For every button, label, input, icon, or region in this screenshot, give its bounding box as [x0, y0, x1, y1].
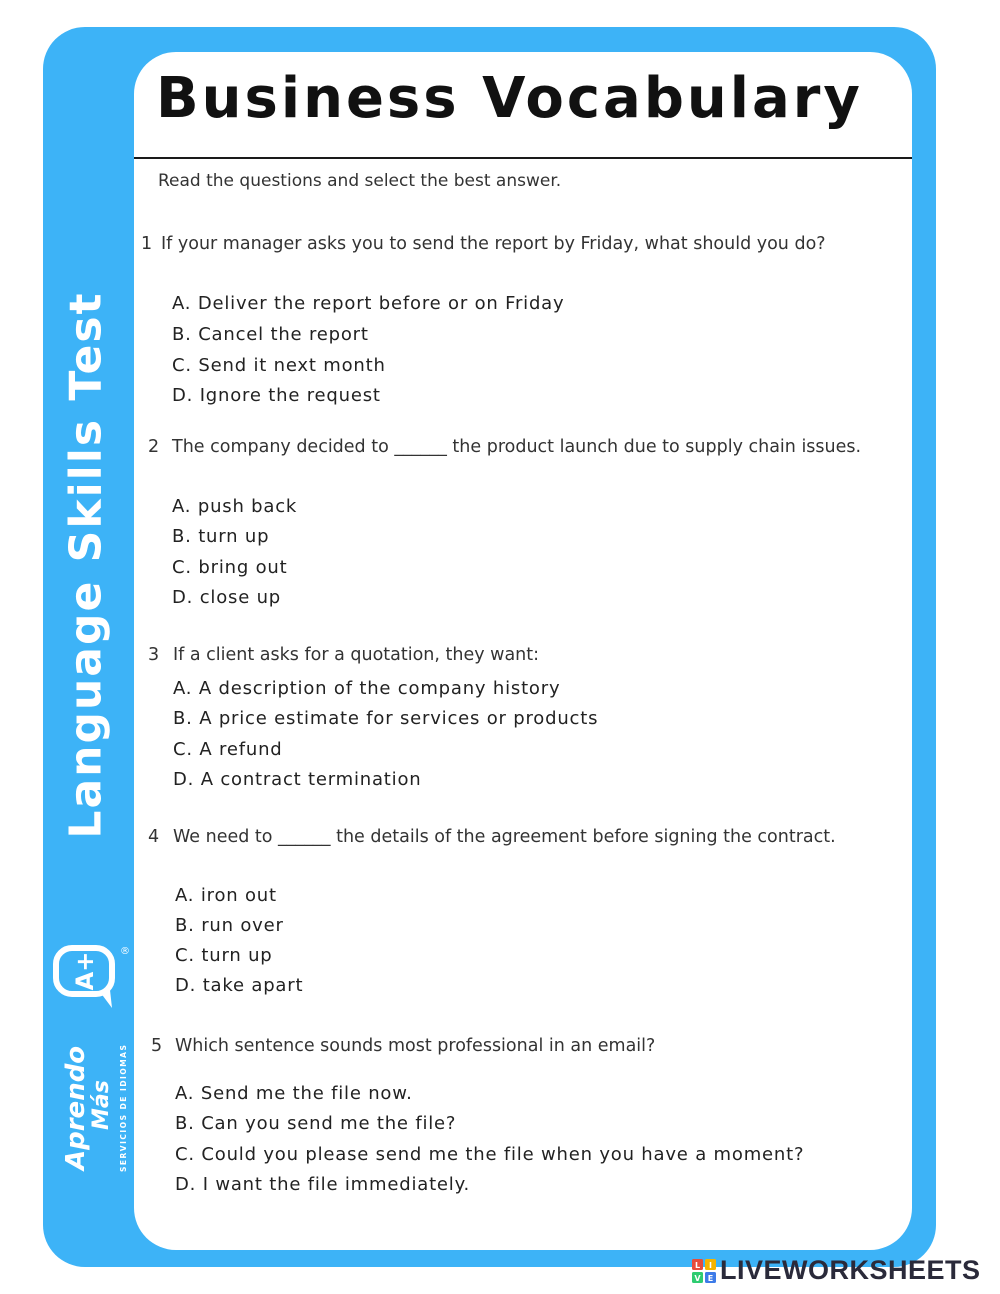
option-5c[interactable]: C. Could you please send me the file when you have a moment? [175, 1144, 805, 1165]
option-1d[interactable]: D. Ignore the request [172, 385, 381, 406]
svg-text:E: E [707, 1273, 714, 1283]
question-text: If a client asks for a quotation, they want: [173, 645, 540, 665]
option-3d[interactable]: D. A contract termination [173, 769, 422, 790]
aprendo-mas-logo [50, 940, 134, 1180]
option-1b[interactable]: B. Cancel the report [172, 324, 369, 345]
question-text: We need to ______ the details of the agreement before signing the contract. [173, 827, 836, 847]
page-title: Business Vocabulary [156, 66, 863, 131]
svg-text:I: I [709, 1260, 712, 1270]
question-number: 2 [148, 437, 160, 457]
option-5d[interactable]: D. I want the file immediately. [175, 1174, 471, 1195]
option-5b[interactable]: B. Can you send me the file? [175, 1113, 457, 1134]
logo-tagline: SERVICIOS DE IDIOMAS [119, 1043, 128, 1172]
option-5a[interactable]: A. Send me the file now. [175, 1083, 413, 1104]
question-text: Which sentence sounds most professional in an email? [175, 1036, 656, 1056]
question-number: 4 [148, 827, 160, 847]
question-number: 5 [151, 1036, 163, 1056]
option-2b[interactable]: B. turn up [172, 526, 270, 547]
option-3c[interactable]: C. A refund [173, 739, 283, 760]
option-4a[interactable]: A. iron out [175, 885, 277, 906]
question-number: 3 [148, 645, 160, 665]
question-text: The company decided to ______ the product launch due to supply chain issues. [172, 437, 862, 457]
title-divider [134, 157, 912, 159]
logo-name-line2: Más [89, 1080, 114, 1130]
registered-mark: ® [120, 946, 130, 957]
speech-bubble-a-plus-logo-icon [56, 948, 112, 1008]
option-3b[interactable]: B. A price estimate for services or products [173, 708, 599, 729]
liveworksheets-label: LIVEWORKSHEETS [720, 1255, 981, 1285]
option-2c[interactable]: C. bring out [172, 557, 288, 578]
option-2a[interactable]: A. push back [172, 496, 298, 517]
liveworksheets-icon [692, 1259, 716, 1283]
option-2d[interactable]: D. close up [172, 587, 282, 608]
svg-text:V: V [694, 1273, 701, 1283]
logo-name-line1: Aprendo [61, 1045, 91, 1170]
logo-mark: A+ [71, 951, 99, 991]
option-3a[interactable]: A. A description of the company history [173, 678, 561, 699]
svg-text:L: L [694, 1260, 701, 1270]
option-4c[interactable]: C. turn up [175, 945, 273, 966]
option-1c[interactable]: C. Send it next month [172, 355, 386, 376]
option-1a[interactable]: A. Deliver the report before or on Friday [172, 293, 565, 314]
side-label: Language Skills Test [60, 291, 112, 839]
option-4d[interactable]: D. take apart [175, 975, 304, 996]
question-number: 1 [141, 234, 153, 254]
option-4b[interactable]: B. run over [175, 915, 284, 936]
instructions-text: Read the questions and select the best answer. [158, 171, 562, 191]
question-text: If your manager asks you to send the report by Friday, what should you do? [161, 234, 826, 254]
liveworksheets-brand[interactable] [692, 1255, 981, 1286]
